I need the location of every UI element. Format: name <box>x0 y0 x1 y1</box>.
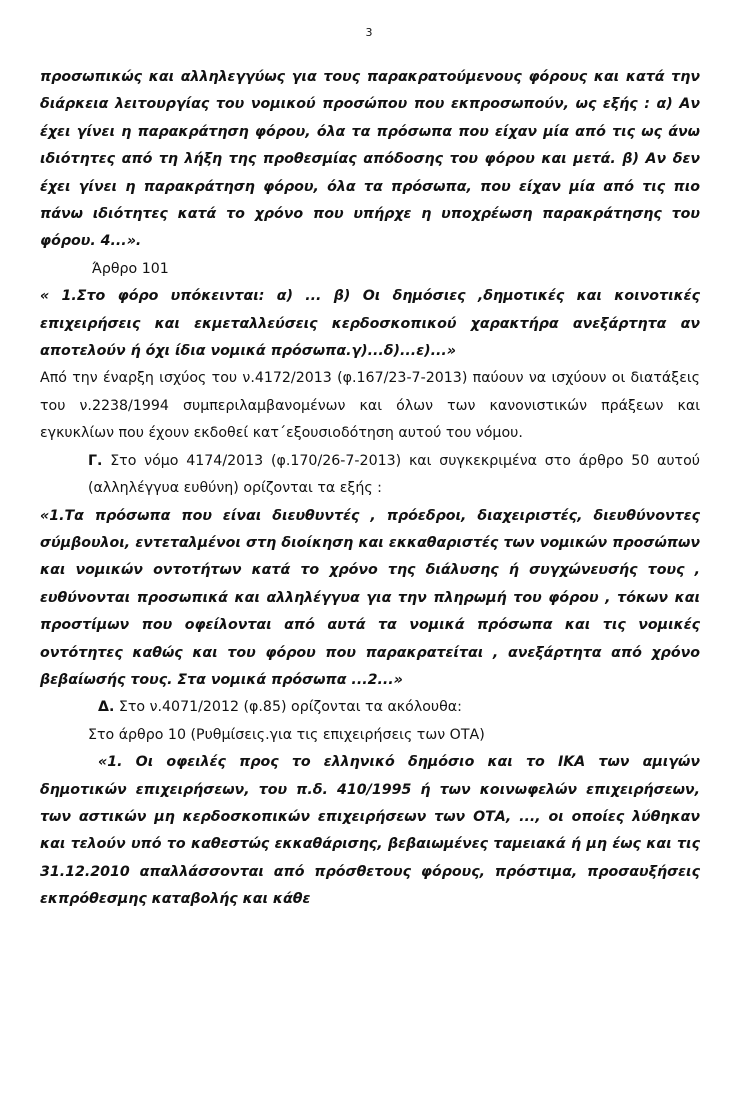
article-quote-paragraph: « 1.Στο φόρο υπόκεινται: α) ... β) Οι δημόσιες ,δημοτικές και κοινοτικές επιχειρήσεις και εκμεταλλεύσεις κερδοσκοπικού χαρακτήρα ανεξάρτητα αν αποτελούν ή όχι ίδια νομικά πρόσωπα.γ)...δ)...ε)...» <box>40 288 700 360</box>
section-d-paragraph <box>40 694 700 721</box>
section-g-quote: «1.Τα πρόσωπα που είναι διευθυντές , πρόεδροι, διαχειριστές, διευθύνοντες σύμβουλοι, εντεταλμένοι στη διοίκηση και εκκαθαριστές των νομικών προσώπων και νομικών οντοτήτων κατά το χρόνο της διάλυσης ή συγχώνευσής τους , ευθύνονται προσωπικά και αλληλέγγυα για την πληρωμή του φόρου , τόκων και προστίμων που οφείλονται από αυτά τα νομικά πρόσωπα και τις νομικές οντότητες καθώς και του φόρου που παρακρατείται , ανεξάρτητα από χρόνο βεβαίωσής τους. Στα νομικά πρόσωπα ...2...» <box>40 507 700 688</box>
section-g-text: Στο νόμο 4174/2013 (φ.170/26-7-2013) και συγκεκριμένα στο άρθρο 50 αυτού (αλληλέγγυα ευθύνη) ορίζονται τα εξής : <box>88 452 700 497</box>
page-content <box>40 64 700 914</box>
section-d-article-ref: Στο άρθρο 10 (Ρυθμίσεις.για τις επιχειρήσεις των ΟΤΑ) <box>88 726 485 743</box>
page-number: 3 <box>365 26 373 39</box>
section-g-letter: Γ. <box>88 452 103 469</box>
article-heading: Άρθρο 101 <box>92 260 169 277</box>
law-paragraph: Από την έναρξη ισχύος του ν.4172/2013 (φ.167/23-7-2013) παύουν να ισχύουν οι διατάξεις του ν.2238/1994 συμπεριλαμβανομένων και όλων των κανονιστικών πράξεων και εγκυκλίων που έχουν εκδοθεί κατ΄εξουσιοδότηση αυτού του νόμου. <box>40 370 700 442</box>
section-g-paragraph <box>40 448 700 503</box>
section-d-quote: «1. Οι οφειλές προς το ελληνικό δημόσιο και το ΙΚΑ των αμιγών δημοτικών επιχειρήσεων, του π.δ. 410/1995 ή των κοινωφελών επιχειρήσεων, των αστικών μη κερδοσκοπικών επιχειρήσεων των ΟΤΑ, ..., οι οποίες λύθηκαν και τελούν υπό το καθεστώς εκκαθάρισης, βεβαιωμένες ταμειακά ή μη έως και τις 31.12.2010 απαλλάσσονται από πρόσθετους φόρους, πρόστιμα, προσαυξήσεις εκπρόθεσμης καταβολής και κάθε <box>40 754 700 908</box>
section-d-text: Στο ν.4071/2012 (φ.85) ορίζονται τα ακόλουθα: <box>118 699 462 716</box>
section-d-letter: Δ. <box>98 699 115 716</box>
intro-quote-paragraph: προσωπικώς και αλληλεγγύως για τους παρακρατούμενους φόρους και κατά την διάρκεια λειτουργίας του νομικού προσώπου που εκπροσωπούν, ως εξής : α) Αν έχει γίνει η παρακράτηση φόρου, όλα τα πρόσωπα που είχαν μία από τις ως άνω ιδιότητες από τη λήξη της προθεσμίας απόδοσης του φόρου και μετά. β) Αν δεν έχει γίνει η παρακράτηση φόρου, όλα τα πρόσωπα, που είχαν μία από τις πιο πάνω ιδιότητες κατά το χρόνο που υπήρχε η υποχρέωση παρακράτησης του φόρου. 4...». <box>40 69 700 250</box>
